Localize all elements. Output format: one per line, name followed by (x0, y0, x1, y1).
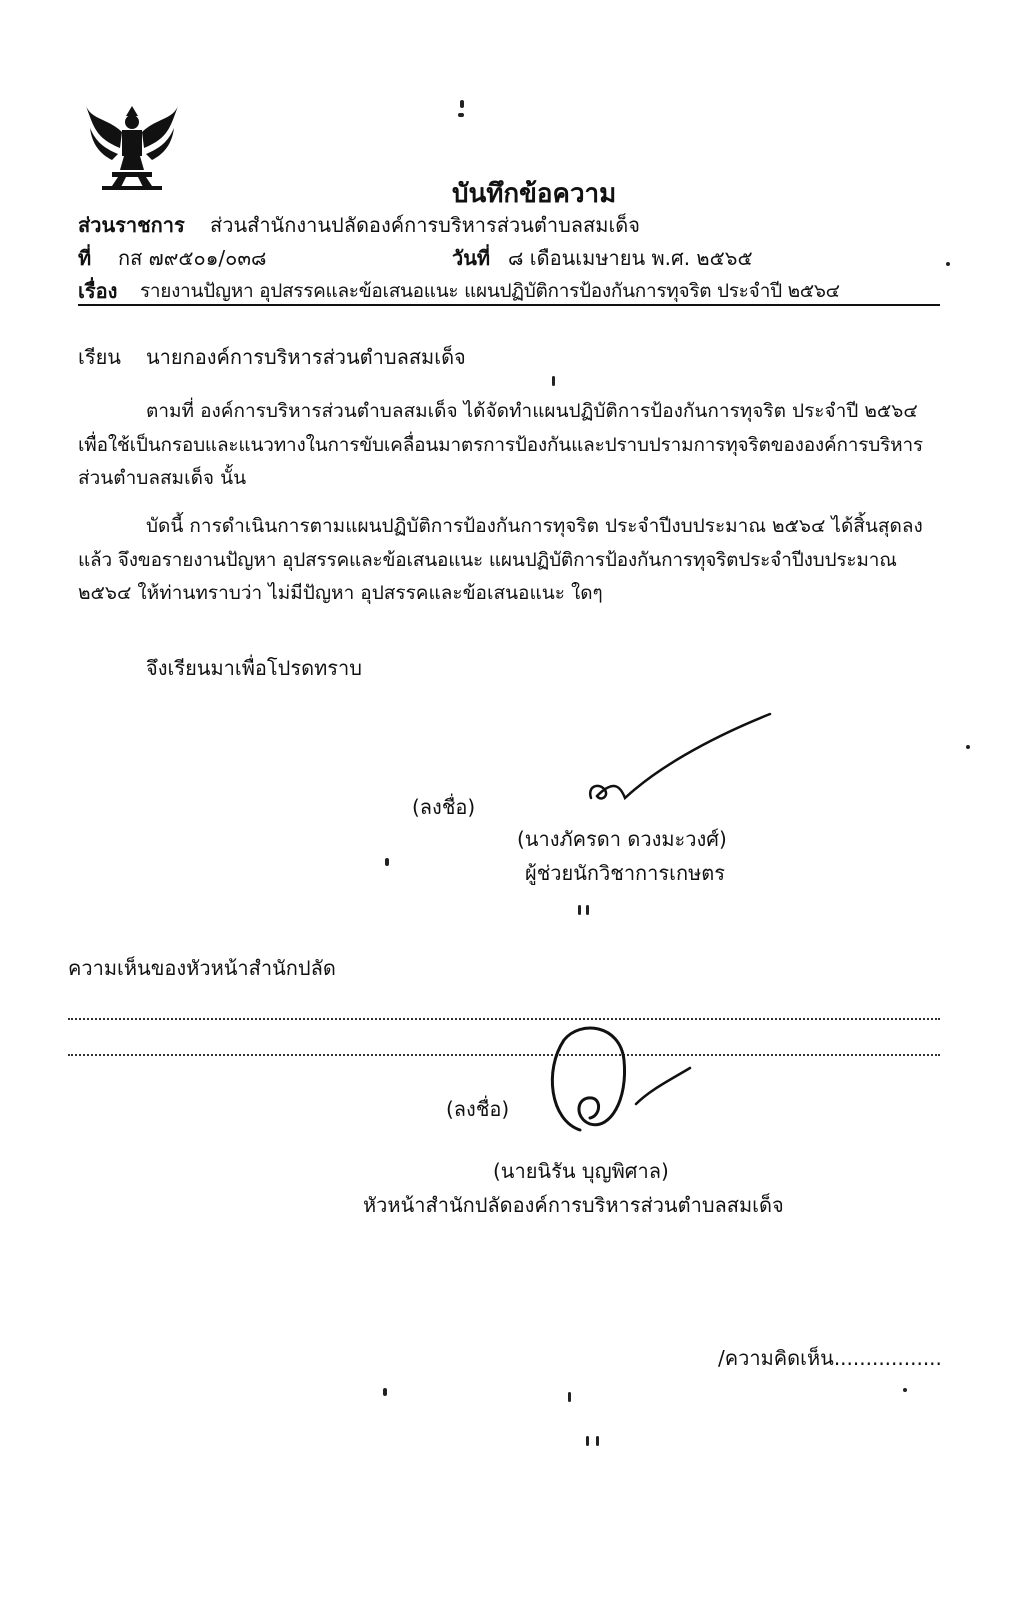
scan-speck (903, 1388, 907, 1392)
subject-label: เรื่อง (78, 279, 118, 303)
memo-title: บันทึกข้อความ (452, 179, 617, 209)
scan-speck (596, 1436, 599, 1446)
date-value: ๘ เดือนเมษายน พ.ศ. ๒๕๖๕ (508, 246, 753, 270)
continuation-note: /ความคิดเห็น................. (718, 1346, 942, 1370)
signature-2-label: (ลงชื่อ) (446, 1097, 510, 1121)
scan-speck (383, 1388, 387, 1396)
date-label: วันที่ (452, 246, 491, 270)
scan-speck (460, 100, 464, 108)
scan-speck (568, 1392, 571, 1402)
handwritten-signature-2 (540, 1020, 700, 1150)
scan-speck (458, 113, 464, 117)
department-value: ส่วนสำนักงานปลัดองค์การบริหารส่วนตำบลสมเด็จ (210, 213, 640, 237)
signature-1-name: (นางภัครดา ดวงมะวงศ์) (517, 827, 727, 851)
garuda-emblem-icon (82, 98, 182, 198)
scan-speck (586, 905, 589, 915)
scan-speck (552, 376, 555, 386)
paragraph-1-line-3: ส่วนตำบลสมเด็จ นั้น (78, 467, 247, 489)
salutation-value: นายกองค์การบริหารส่วนตำบลสมเด็จ (146, 345, 466, 369)
reference-value: กส ๗๙๕๐๑/๐๓๘ (118, 246, 267, 270)
signature-2-name: (นายนิรัน บุญพิศาล) (493, 1159, 669, 1183)
comment-heading: ความเห็นของหัวหน้าสำนักปลัด (68, 956, 336, 980)
subject-value: รายงานปัญหา อุปสรรคและข้อเสนอแนะ แผนปฏิบัติการป้องกันการทุจริต ประจำปี ๒๕๖๔ (140, 280, 840, 302)
closing-line: จึงเรียนมาเพื่อโปรดทราบ (146, 656, 362, 680)
paragraph-2-line-3: ๒๕๖๔ ให้ท่านทราบว่า ไม่มีปัญหา อุปสรรคและข้อเสนอแนะ ใดๆ (78, 582, 603, 604)
paragraph-2-line-2: แล้ว จึงขอรายงานปัญหา อุปสรรคและข้อเสนอแนะ แผนปฏิบัติการป้องกันการทุจริตประจำปีงบประมาณ (78, 549, 897, 571)
scan-speck (586, 1436, 589, 1446)
paragraph-1-line-2: เพื่อใช้เป็นกรอบและแนวทางในการขับเคลื่อนมาตรการป้องกันและปราบปรามการทุจริตขององค์การบริหาร (78, 434, 923, 456)
signature-2-position: หัวหน้าสำนักปลัดองค์การบริหารส่วนตำบลสมเด็จ (363, 1193, 784, 1217)
comment-dotted-line-1 (68, 1018, 940, 1020)
department-label: ส่วนราชการ (78, 213, 185, 237)
paragraph-1-line-1: ตามที่ องค์การบริหารส่วนตำบลสมเด็จ ได้จัดทำแผนปฏิบัติการป้องกันการทุจริต ประจำปี ๒๕๖๔ (146, 400, 918, 422)
signature-1-label: (ลงชื่อ) (412, 795, 476, 819)
salutation-label: เรียน (78, 345, 121, 369)
scan-speck (385, 858, 389, 866)
signature-1-position: ผู้ช่วยนักวิชาการเกษตร (525, 861, 725, 885)
handwritten-signature-1 (585, 710, 775, 810)
scan-speck (578, 905, 581, 915)
scan-speck (946, 262, 950, 266)
header-rule (78, 304, 940, 306)
reference-label: ที่ (78, 246, 92, 270)
scan-speck (966, 745, 970, 749)
comment-dotted-line-2 (68, 1054, 940, 1056)
paragraph-2-line-1: บัดนี้ การดำเนินการตามแผนปฏิบัติการป้องกันการทุจริต ประจำปีงบประมาณ ๒๕๖๔ ได้สิ้นสุดลง (146, 515, 923, 537)
